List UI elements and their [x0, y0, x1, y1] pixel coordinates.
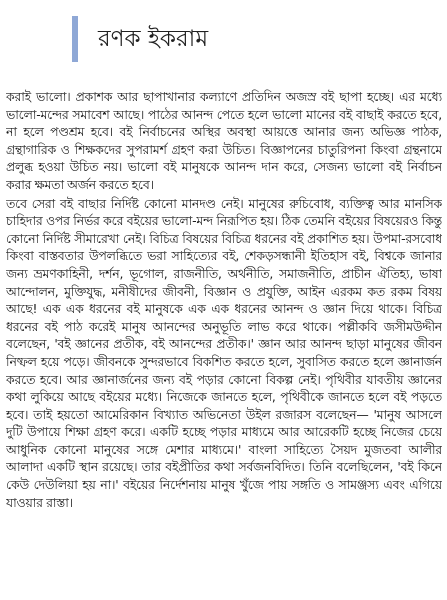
paragraph: করাই ভালো। প্রকাশক আর ছাপাখানার কল্যাণে প্রতিদিন অজস্র বই ছাপা হচ্ছে। এর মধ্যে ভালো-মন্দের সমাবেশ আছে। পাঠের আনন্দ পেতে হলে ভালো মানের বই বাছাই করতে হবে, না হলে পণ্ডশ্রম হবে। বই নির্বাচনের অস্থির অবস্থা আয়ত্তে আনার জন্য অভিজ্ঞ পাঠক, গ্রন্থাগারিক ও শিক্ষকদের সুপরামর্শ গ্রহণ করা উচিত। বিজ্ঞাপনের চাতুরিপনা কিংবা গ্রন্থনামে প্রলুব্ধ হওয়া উচিত নয়। ভালো বই মানুষকে আনন্দ দান করে, সেজন্য ভালো বই নির্বাচন করার ক্ষমতা অর্জন করতে হবে।	[6, 89, 442, 192]
author-name: রণক ইকরাম	[98, 26, 209, 52]
body-text	[6, 88, 442, 594]
title-accent-bar	[72, 16, 78, 62]
paragraph: তবে সেরা বই বাছার নির্দিষ্ট কোনো মানদণ্ড নেই। মানুষের রুচিবোধ, ব্যক্তিত্ব আর মানসিক চাহিদার ওপর নির্ভর করে বইয়ের ভালো-মন্দ নিরূপিত হয়। ঠিক তেমনি বইয়ের বিষয়েরও কিন্তু কোনো নির্দিষ্ট সীমারেখা নেই। বিচিত্র বিষয়ের বিচিত্র ধরনের বই প্রকাশিত হয়। উপমা-রসবোধ কিংবা বাস্তবতার উপলব্ধিতে ভরা সাহিত্যের বই, শেকড়সন্ধানী ইতিহাস বই, বিশ্বকে জানার জন্য ভ্রমণকাহিনী, দর্শন, ভূগোল, রাজনীতি, অর্থনীতি, সমাজনীতি, প্রাচীন ঐতিহ্য, ভাষা আন্দোলন, মুক্তিযুদ্ধ, মনীষীদের জীবনী, বিজ্ঞান ও প্রযুক্তি, আইন এরকম কত রকম বিষয় আছে! এক এক ধরনের বই মানুষকে এক এক ধরনের আনন্দ ও জ্ঞান দিয়ে থাকে। বিচিত্র ধরনের বই পাঠ করেই মানুষ আনন্দের অনুভূতি লাভ করে থাকে। পল্লীকবি জসীমউদ্দীন বলেছেন, 'বই জ্ঞানের প্রতীক, বই আনন্দের প্রতীক।' জ্ঞান আর আনন্দ ছাড়া মানুষের জীবন নিষ্ফল হয়ে পড়ে। জীবনকে সুন্দরভাবে বিকশিত করতে হলে, সুবাসিত করতে হলে জ্ঞানার্জন করতে হবে। আর জ্ঞানার্জনের জন্য বই পড়ার কোনো বিকল্প নেই। পৃথিবীর যাবতীয় জ্ঞানের কথা লুকিয়ে আছে বইয়ের মধ্যে। নিজেকে জানতে হলে, পৃথিবীকে জানতে হলে বই পড়তে হবে। তাই হয়তো আমেরিকান বিখ্যাত অভিনেতা উইল রজারস বলেছেন— 'মানুষ আসলে দুটি উপায়ে শিক্ষা গ্রহণ করে। একটি হচ্ছে পড়ার মাধ্যমে আর আরেকটি হচ্ছে নিজের চেয়ে আধুনিক কোনো মানুষের সঙ্গে মেশার মাধ্যমে।' বাংলা সাহিত্যে সৈয়দ মুজতবা আলীর আলাদা একটি স্থান রয়েছে। তার বইপ্রীতির কথা সর্বজনবিদিত। তিনি বলেছিলেন, 'বই কিনে কেউ দেউলিয়া হয় না।' বইয়ের নির্দেশনায় মানুষ খুঁজে পায় সঙ্গতি ও সামঞ্জস্য এবং এগিয়ে যাওয়ার রাস্তা।	[6, 195, 442, 510]
chapter-header	[0, 14, 447, 66]
